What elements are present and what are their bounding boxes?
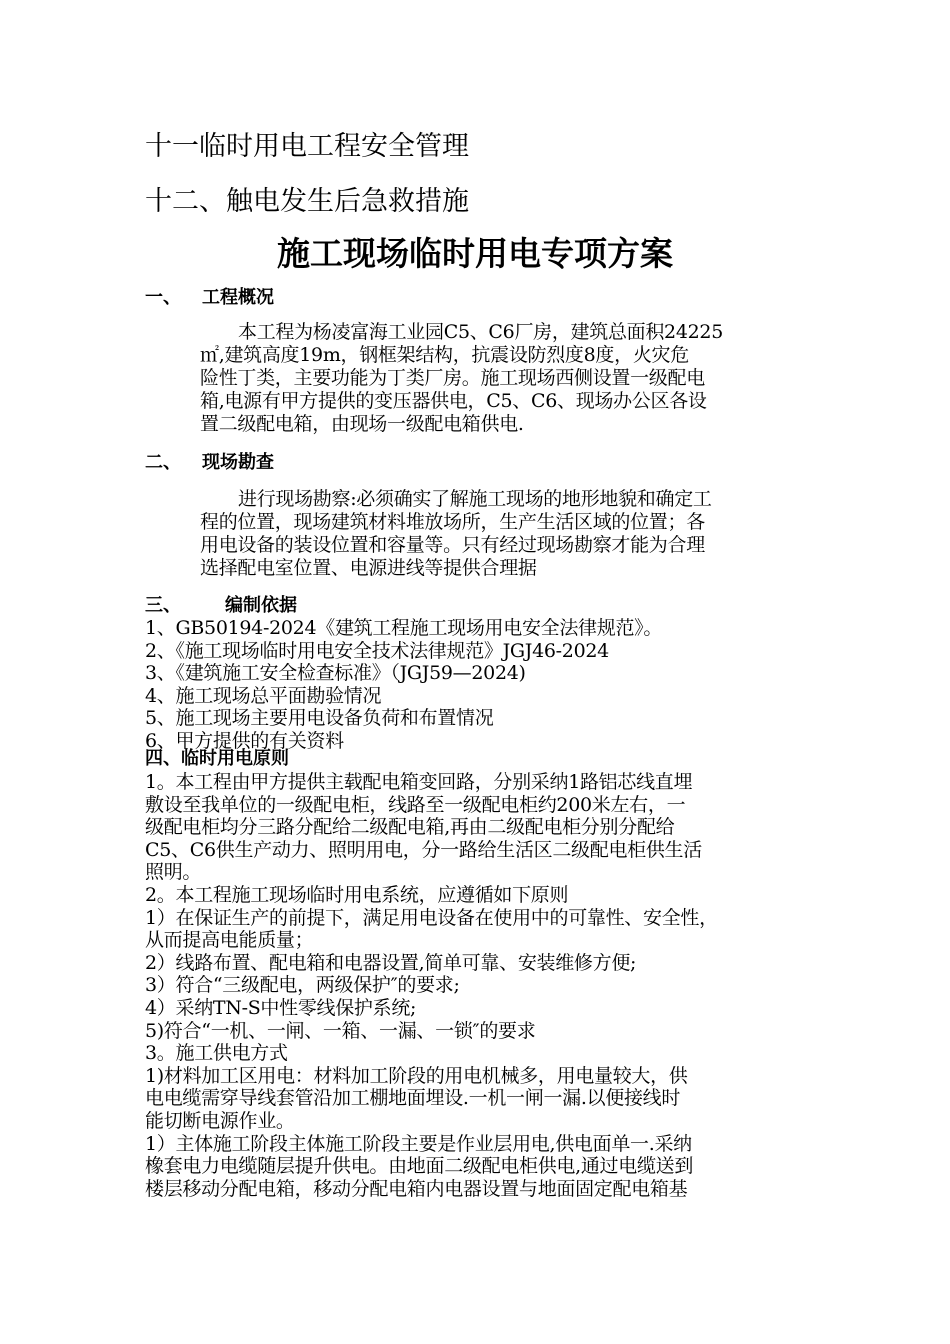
- list-item: 1、GB50194-2024《建筑工程施工现场用电安全法律规范》。: [145, 617, 663, 639]
- list-item: 2、《施工现场临时用电安全技术法律规范》JGJ46-2024: [145, 639, 609, 662]
- paragraph-line: ㎡,建筑高度19m，钢框架结构，抗震设防烈度8度，火灾危: [200, 344, 689, 366]
- body-line: 5)符合“一机、一闸、一箱、一漏、一锁″的要求: [145, 1019, 536, 1042]
- list-item: 5、施工现场主要用电设备负荷和布置情况: [145, 707, 494, 730]
- body-line: 1。本工程由甲方提供主载配电箱变回路，分别采纳1路铝芯线直埋: [145, 771, 693, 793]
- basis-list: [145, 617, 662, 753]
- paragraph-line: 箱,电源有甲方提供的变压器供电，C5、C6、现场办公区各设: [200, 390, 707, 412]
- body-line: 1）主体施工阶段主体施工阶段主要是作业层用电,供电面单一.采纳: [145, 1132, 692, 1155]
- section-title: 现场勘查: [202, 452, 274, 473]
- body-line: 3）符合“三级配电，两级保护″的要求;: [145, 974, 460, 997]
- section-heading-principles: [145, 747, 289, 771]
- body-line: 级配电柜均分三路分配给二级配电箱,再由二级配电柜分别分配给: [145, 816, 675, 839]
- section-heading-overview: [145, 286, 274, 310]
- paragraph-line: 用电设备的装设位置和容量等。只有经过现场勘察才能为合理: [200, 534, 705, 556]
- body-line: 敷设至我单位的一级配电柜，线路至一级配电柜约200米左右，一: [145, 793, 686, 816]
- toc-item-11: 十一临时用电工程安全管理: [145, 131, 469, 162]
- body-line: 2。本工程施工现场临时用电系统，应遵循如下原则: [145, 883, 569, 906]
- section-heading-survey: [145, 451, 274, 475]
- survey-paragraph: [200, 488, 712, 580]
- principles-body: [145, 771, 718, 1200]
- list-item: 6、甲方提供的有关资料: [145, 729, 344, 752]
- section-number: 一、: [145, 287, 181, 308]
- paragraph-line: 程的位置，现场建筑材料堆放场所，生产生活区域的位置；各: [200, 511, 705, 533]
- body-line: 1）在保证生产的前提下，满足用电设备在使用中的可靠性、安全性，: [145, 906, 718, 929]
- body-line: 橡套电力电缆随层提升供电。由地面二级配电柜供电,通过电缆送到: [145, 1155, 694, 1178]
- list-item: 3、《建筑施工安全检查标准》（JGJ59—2024): [145, 662, 526, 685]
- section-title: 工程概况: [202, 287, 274, 308]
- overview-paragraph: [200, 321, 723, 436]
- paragraph-line: 险性丁类，主要功能为丁类厂房。施工现场西侧设置一级配电: [200, 367, 705, 389]
- body-line: C5、C6供生产动力、照明用电，分一路给生活区二级配电柜供生活: [145, 838, 702, 861]
- document-title: 施工现场临时用电专项方案: [277, 234, 673, 273]
- list-item: 4、施工现场总平面勘验情况: [145, 684, 382, 707]
- toc-item-12: 十二、触电发生后急救措施: [145, 186, 469, 217]
- section-heading-basis: [145, 594, 297, 618]
- body-line: 3。施工供电方式: [145, 1042, 288, 1065]
- paragraph-line: 选择配电室位置、电源进线等提供合理据: [200, 557, 537, 579]
- body-line: 楼层移动分配电箱，移动分配电箱内电器设置与地面固定配电箱基: [145, 1177, 688, 1200]
- body-line: 4）采纳TN-S中性零线保护系统;: [145, 996, 417, 1019]
- section-title: 四、临时用电原则: [145, 748, 289, 769]
- body-line: 能切断电源作业。: [145, 1109, 295, 1132]
- body-line: 2）线路布置、配电箱和电器设置,简单可靠、安装维修方便;: [145, 951, 637, 974]
- body-line: 1)材料加工区用电：材料加工阶段的用电机械多，用电量较大，供: [145, 1064, 688, 1087]
- paragraph-line: 本工程为杨凌富海工业园C5、C6厂房，建筑总面积24225: [238, 321, 723, 343]
- body-line: 照明。: [145, 861, 202, 884]
- paragraph-line: 置二级配电箱，由现场一级配电箱供电.: [200, 413, 524, 435]
- body-line: 电电缆需穿导线套管沿加工棚地面埋设.一机一闸一漏.以便接线时: [145, 1087, 681, 1110]
- section-title: 编制依据: [225, 595, 297, 616]
- section-number: 三、: [145, 595, 181, 616]
- section-number: 二、: [145, 452, 181, 473]
- body-line: 从而提高电能质量；: [145, 929, 314, 952]
- paragraph-line: 进行现场勘察:必须确实了解施工现场的地形地貌和确定工: [238, 488, 712, 510]
